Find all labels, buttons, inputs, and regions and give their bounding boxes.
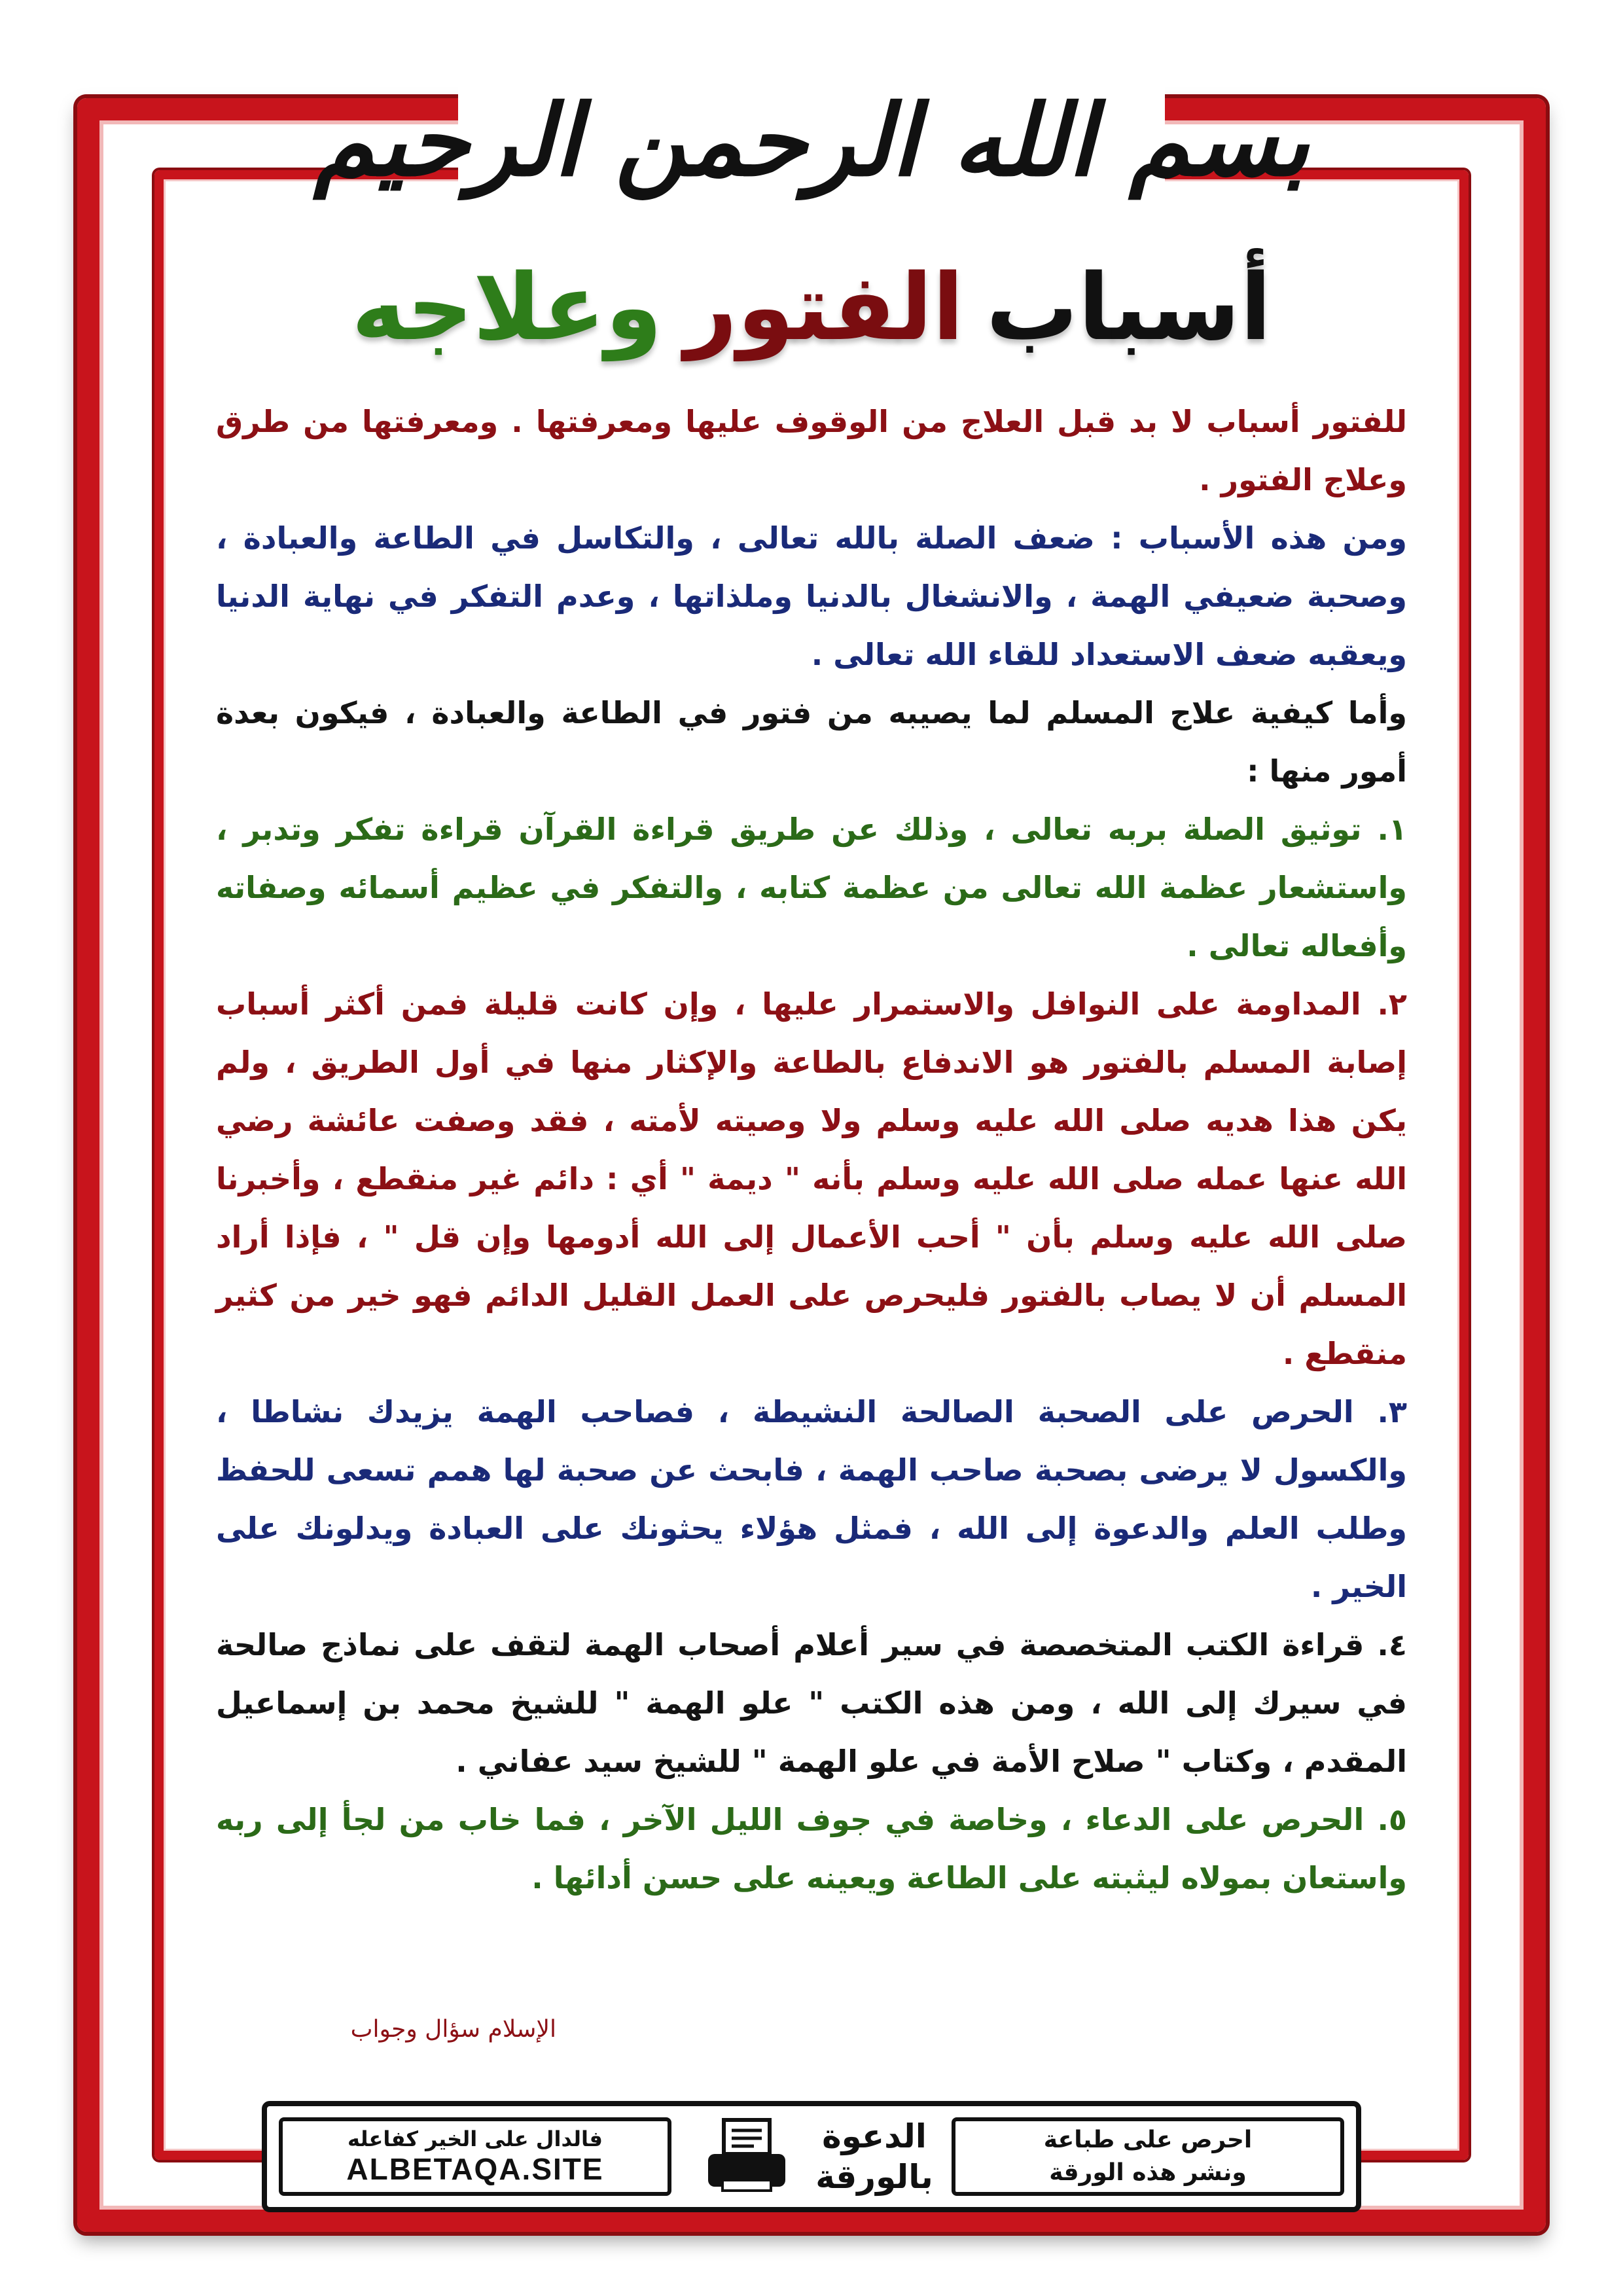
- cta-line-1: احرص على طباعة: [1043, 2126, 1253, 2153]
- footer-slogan: فالدال على الخير كفاعله: [348, 2126, 603, 2151]
- source-credit: الإسلام سؤال وجواب: [350, 2016, 556, 2043]
- title-part-1: أسباب: [986, 254, 1272, 361]
- printer-icon: [698, 2111, 796, 2202]
- dawa-logo: [809, 2108, 940, 2206]
- article-body: [216, 393, 1407, 2016]
- point-2: ٢. المداومة على النوافل والاستمرار عليها ، وإن كانت قليلة فمن أكثر أسباب إصابة المسلم بالفتور هو الاندفاع بالطاعة والإكثار منها في أول الطريق ، ولم يكن هذا هديه صلى الله عليه وسلم ولا وصيته لأمته ، فقد وصفت عائشة رضي الله عنها عمله صلى الله عليه وسلم بأنه " ديمة " أي : دائم غير منقطع ، وأخبرنا صلى الله عليه وسلم بأن " أحب الأعمال إلى الله أدومها وإن قل " ، فإذا أراد المسلم أن لا يصاب بالفتور فليحرص على العمل القليل الدائم فهو خير من كثير منقطع .: [216, 986, 1407, 1371]
- logo-line-1: الدعوة: [822, 2117, 927, 2155]
- title-part-3: وعلاجه: [351, 254, 662, 361]
- cta-box: [952, 2117, 1344, 2196]
- intro-paragraph: للفتور أسباب لا بد قبل العلاج من الوقوف عليها ومعرفتها . ومعرفتها من طرق وعلاج الفتور .: [216, 404, 1407, 497]
- point-1: ١. توثيق الصلة بربه تعالى ، وذلك عن طريق قراءة القرآن قراءة تفكر وتدبر ، واستشعار عظمة الله تعالى من عظمة كتابه ، والتفكر في عظيم أسمائه وصفاته وأفعاله تعالى .: [216, 812, 1407, 963]
- point-5: ٥. الحرص على الدعاء ، وخاصة في جوف الليل الآخر ، فما خاب من لجأ إلى ربه واستعان بمولاه ليثبته على الطاعة ويعينه على حسن أدائها .: [216, 1802, 1407, 1895]
- basmala-calligraphy: بسم الله الرحمن الرحيم: [313, 83, 1310, 198]
- point-3: ٣. الحرص على الصحبة الصالحة النشيطة ، فصاحب الهمة يزيدك نشاطا ، والكسول لا يرضى بصحبة صاحب الهمة ، فابحث عن صحبة لها همم تسعى للحفظ وطلب العلم والدعوة إلى الله ، فمثل هؤلاء يحثونك على العبادة ويدلونك على الخير .: [216, 1394, 1407, 1604]
- logo-line-2: بالورقة: [815, 2158, 933, 2196]
- title-part-2: الفتور: [684, 254, 964, 361]
- footer-site-link[interactable]: ALBETAQA.SITE: [346, 2152, 604, 2186]
- page-title: [262, 249, 1361, 367]
- cta-line-2: ونشر هذه الورقة: [1049, 2159, 1247, 2186]
- treatment-intro-paragraph: وأما كيفية علاج المسلم لما يصيبه من فتور في الطاعة والعبادة ، فيكون بعدة أمور منها :: [216, 695, 1407, 789]
- point-4: ٤. قراءة الكتب المتخصصة في سير أعلام أصحاب الهمة لتقف على نماذج صالحة في سيرك إلى الله ، ومن هذه الكتب " علو الهمة " للشيخ محمد بن إسماعيل المقدم ، وكتاب " صلاح الأمة في علو الهمة " للشيخ سيد عفاني .: [216, 1627, 1407, 1779]
- causes-paragraph: ومن هذه الأسباب : ضعف الصلة بالله تعالى ، والتكاسل في الطاعة والعبادة ، وصحبة ضعيفي الهمة ، والانشغال بالدنيا وملذاتها ، وعدم التفكر في نهاية الدنيا ويعقبه ضعف الاستعداد للقاء الله تعالى .: [216, 520, 1407, 672]
- site-box: [279, 2117, 671, 2196]
- footer-banner: [262, 2101, 1361, 2212]
